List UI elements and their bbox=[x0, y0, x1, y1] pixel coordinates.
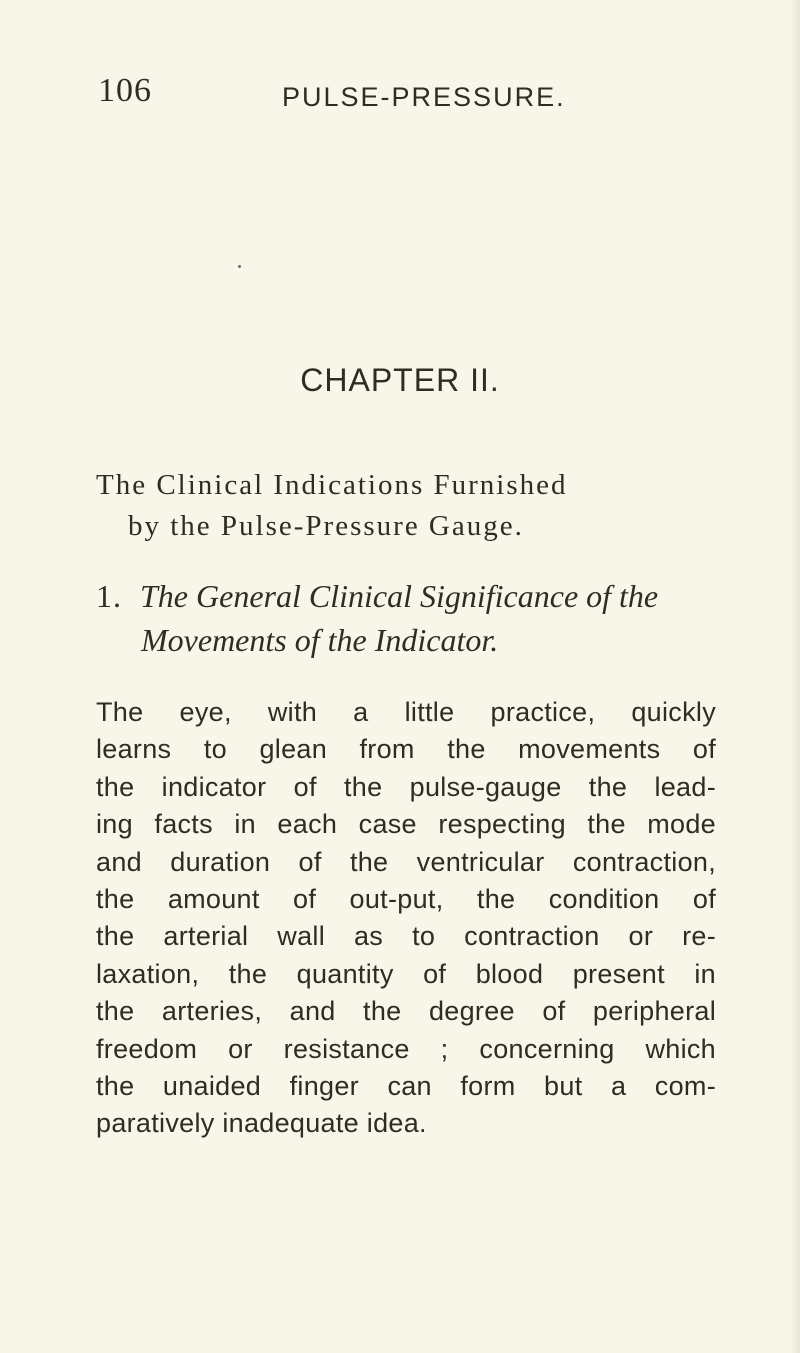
paragraph-line: laxation, the quantity of blood present in bbox=[96, 958, 716, 989]
paragraph-line: the amount of out-put, the condition of bbox=[96, 884, 716, 915]
paragraph-line: ing facts in each case respecting the mode bbox=[96, 809, 716, 840]
paragraph-line: the indicator of the pulse-gauge the lead- bbox=[96, 771, 716, 802]
paragraph-line: the unaided finger can form but a com- bbox=[96, 1071, 716, 1102]
page-edge-shadow bbox=[790, 0, 800, 1353]
paragraph-line: learns to glean from the movements of bbox=[96, 734, 716, 765]
paragraph-line: freedom or resistance ; concerning which bbox=[96, 1033, 716, 1064]
paragraph-line: the arteries, and the degree of peripheral bbox=[96, 996, 716, 1027]
paragraph-line: The eye, with a little practice, quickly bbox=[96, 697, 716, 727]
paragraph-line: paratively inadequate idea. bbox=[96, 1108, 427, 1139]
body-paragraph bbox=[96, 694, 716, 1143]
chapter-title bbox=[96, 465, 716, 547]
section-title-line: Movements of the Indicator. bbox=[141, 622, 499, 658]
paragraph-line: the arterial wall as to contraction or re- bbox=[96, 921, 716, 952]
chapter-title-line: by the Pulse-Pressure Gauge. bbox=[128, 510, 524, 542]
section-title-line: The General Clinical Significance of the bbox=[140, 578, 659, 614]
page-number: 106 bbox=[98, 72, 152, 109]
chapter-title-line: The Clinical Indications Furnished bbox=[96, 469, 568, 501]
section-number: 1. bbox=[96, 578, 122, 614]
chapter-heading: CHAPTER II. bbox=[300, 362, 500, 398]
section-heading bbox=[96, 574, 726, 662]
running-head bbox=[98, 72, 698, 112]
running-title: PULSE-PRESSURE. bbox=[282, 82, 566, 112]
paragraph-line: and duration of the ventricular contraction, bbox=[96, 846, 716, 877]
printing-speck bbox=[238, 265, 241, 268]
